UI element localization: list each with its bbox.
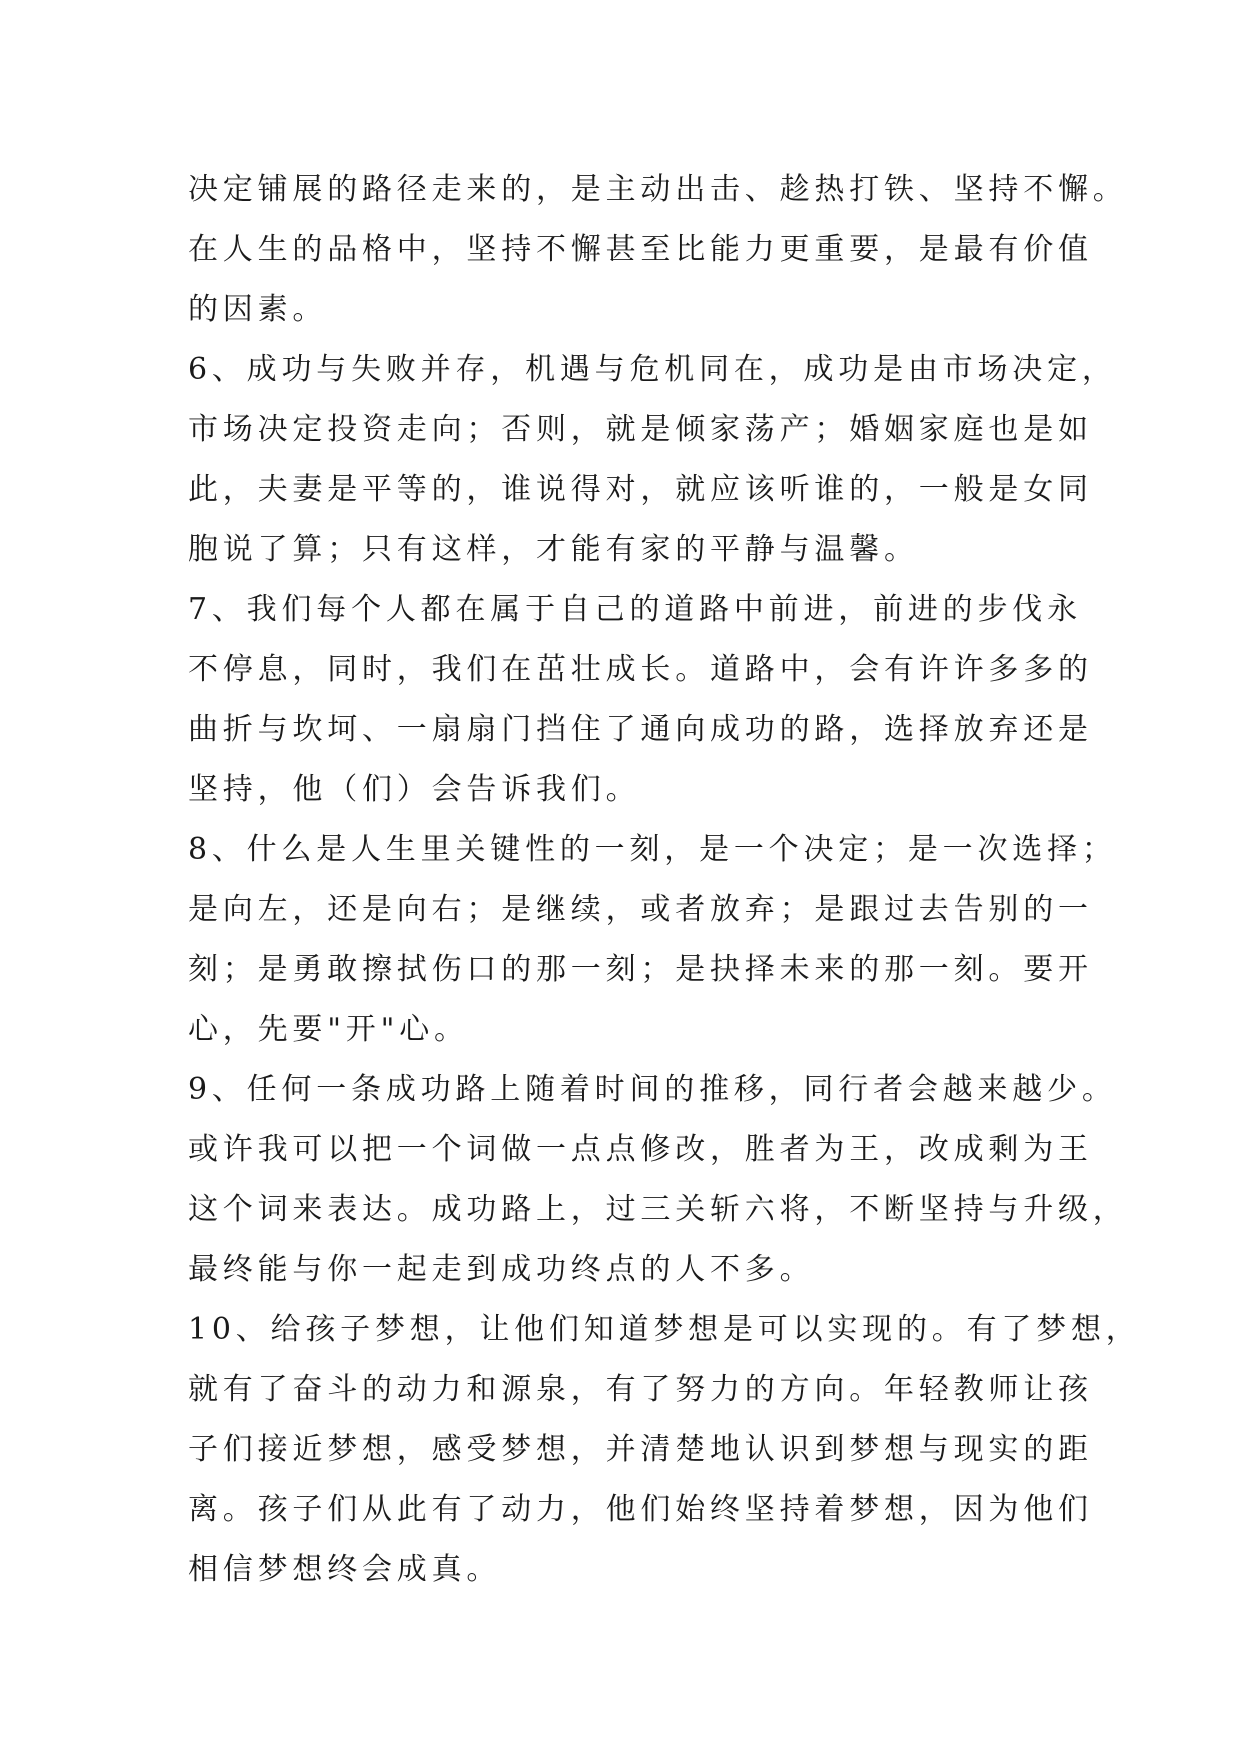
- text-line: 或许我可以把一个词做一点点修改，胜者为王，改成剩为王: [188, 1132, 1093, 1167]
- text-line: 在人生的品格中，坚持不懈甚至比能力更重要，是最有价值: [188, 232, 1093, 267]
- text-line: 市场决定投资走向；否则，就是倾家荡产；婚姻家庭也是如: [188, 412, 1093, 447]
- text-line: 刻；是勇敢擦拭伤口的那一刻；是抉择未来的那一刻。要开: [188, 952, 1093, 987]
- text-line: 最终能与你一起走到成功终点的人不多。: [188, 1252, 815, 1287]
- text-line: 心，先要"开"心。: [188, 1012, 469, 1047]
- text-line: 离。孩子们从此有了动力，他们始终坚持着梦想，因为他们: [188, 1492, 1093, 1527]
- text-line: 坚持，他（们）会告诉我们。: [188, 772, 641, 807]
- text-line: 子们接近梦想，感受梦想，并清楚地认识到梦想与现实的距: [188, 1432, 1093, 1467]
- text-line: 6、成功与失败并存，机遇与危机同在，成功是由市场决定，: [188, 352, 1117, 387]
- text-line: 此，夫妻是平等的，谁说得对，就应该听谁的，一般是女同: [188, 472, 1093, 507]
- text-line: 9、任何一条成功路上随着时间的推移，同行者会越来越少。: [188, 1072, 1117, 1107]
- text-line: 的因素。: [188, 292, 328, 327]
- text-line: 7、我们每个人都在属于自己的道路中前进，前进的步伐永: [188, 592, 1082, 627]
- text-line: 10、给孩子梦想，让他们知道梦想是可以实现的。有了梦想，: [188, 1312, 1141, 1347]
- document-body: [188, 160, 1141, 1600]
- text-line: 决定铺展的路径走来的，是主动出击、趁热打铁、坚持不懈。: [188, 172, 1128, 207]
- text-line: 就有了奋斗的动力和源泉，有了努力的方向。年轻教师让孩: [188, 1372, 1093, 1407]
- text-line: 相信梦想终会成真。: [188, 1552, 502, 1587]
- text-line: 曲折与坎坷、一扇扇门挡住了通向成功的路，选择放弃还是: [188, 712, 1093, 747]
- text-line: 8、什么是人生里关键性的一刻，是一个决定；是一次选择；: [188, 832, 1117, 867]
- text-line: 胞说了算；只有这样，才能有家的平静与温馨。: [188, 532, 919, 567]
- text-line: 是向左，还是向右；是继续，或者放弃；是跟过去告别的一: [188, 892, 1093, 927]
- text-line: 不停息，同时，我们在茁壮成长。道路中，会有许许多多的: [188, 652, 1093, 687]
- text-line: 这个词来表达。成功路上，过三关斩六将，不断坚持与升级，: [188, 1192, 1128, 1227]
